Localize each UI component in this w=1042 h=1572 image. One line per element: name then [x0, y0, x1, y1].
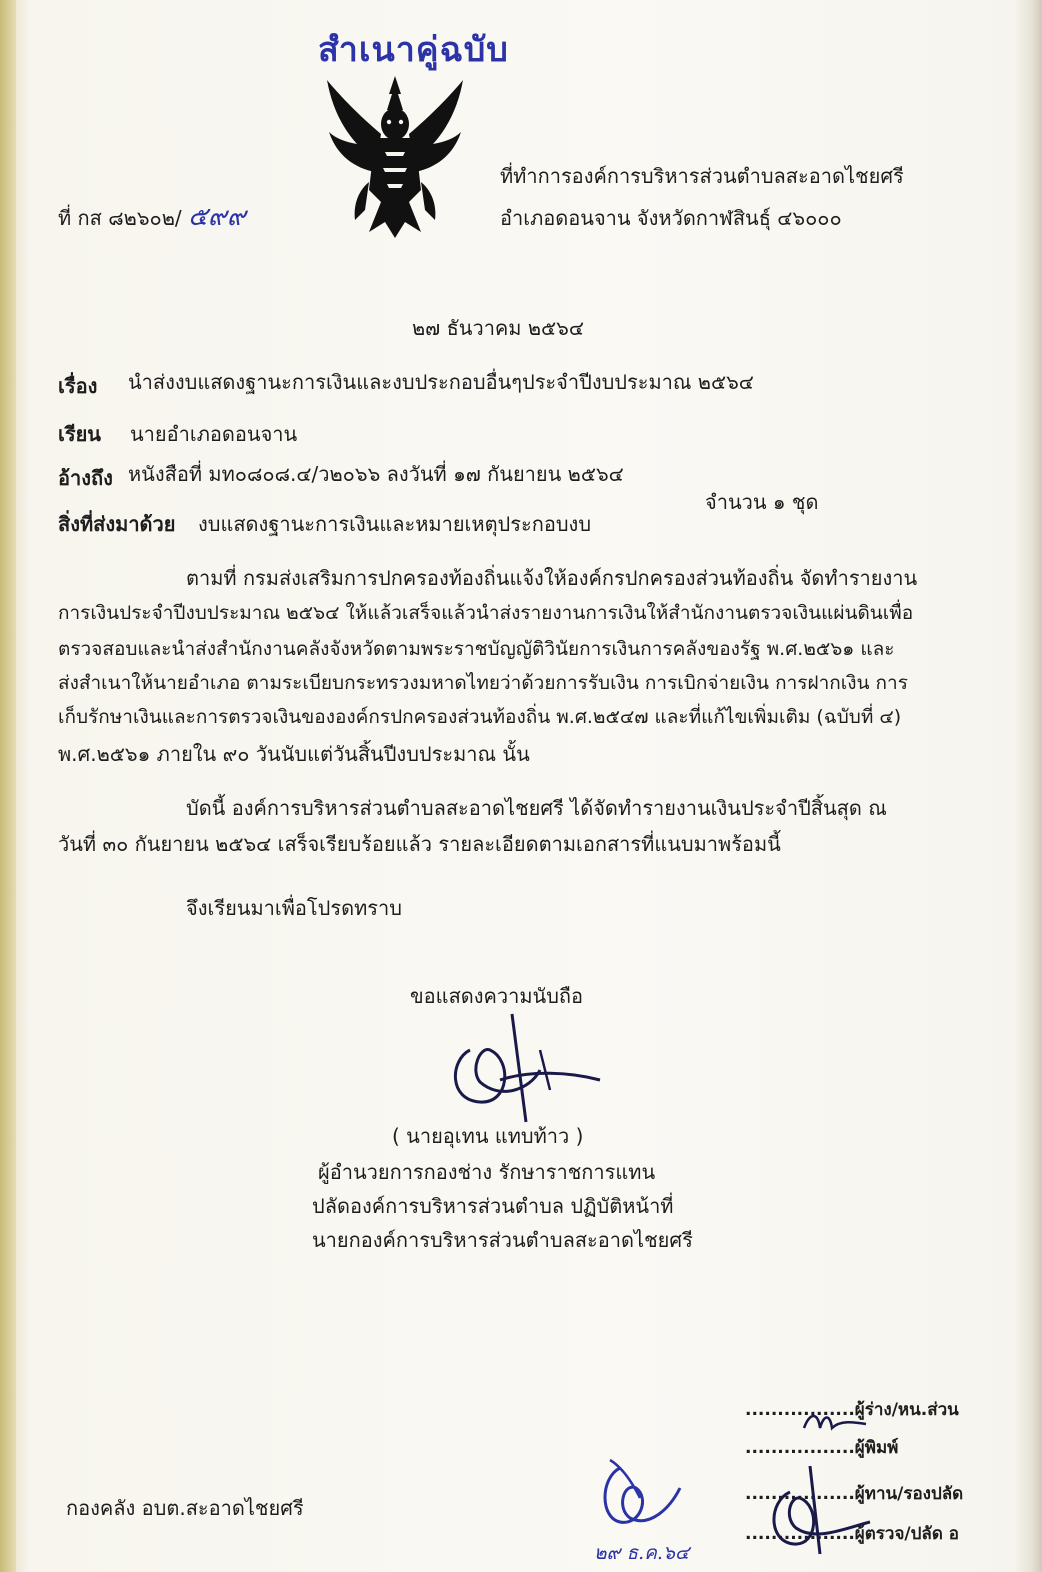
subject-text: นำส่งงบแสดงฐานะการเงินและงบประกอบอื่นๆประจำปีงบประมาณ ๒๕๖๔ [128, 370, 754, 394]
paragraph1-line: ส่งสำเนาให้นายอำเภอ ตามระเบียบกระทรวงมหาดไทยว่าด้วยการรับเงิน การเบิกจ่ายเงิน การฝากเงิน การ [58, 672, 908, 694]
initials-icon [800, 1408, 870, 1438]
paragraph1-line: ตรวจสอบและนำส่งสำนักงานคลังจังหวัดตามพระราชบัญญัติวินัยการเงินการคลังของรัฐ พ.ศ.๒๕๖๑ และ [58, 638, 895, 660]
reference-number [58, 196, 246, 237]
reference-label: อ้างถึง [58, 466, 113, 490]
garuda-emblem-icon [325, 72, 465, 240]
handwritten-reference-number: ๕๙๙ [188, 202, 246, 232]
approval-line: .................ผู้ตรวจ/ปลัด อ [745, 1524, 960, 1544]
initials-icon [760, 1462, 880, 1558]
enclosure-label: สิ่งที่ส่งมาด้วย [58, 512, 176, 536]
closing-line: จึงเรียนมาเพื่อโปรดทราบ [186, 896, 402, 920]
paragraph1-line: พ.ศ.๒๕๖๑ ภายใน ๙๐ วันนับแต่วันสิ้นปีงบประมาณ นั้น [58, 742, 530, 766]
office-address-line1: ที่ทำการองค์การบริหารส่วนตำบลสะอาดไชยศรี [500, 164, 904, 188]
paragraph1-line: เก็บรักษาเงินและการตรวจเงินขององค์กรปกครองส่วนท้องถิ่น พ.ศ.๒๕๔๗ และที่แก้ไขเพิ่มเติม (ฉบับที่ ๔) [58, 706, 902, 728]
signer-title-line: ผู้อำนวยการกองช่าง รักษาราชการแทน [318, 1160, 656, 1184]
signature-icon [440, 1010, 610, 1130]
page-right-edge [1016, 0, 1042, 1572]
reference-prefix: ที่ กส ๘๒๖๐๒/ [58, 206, 182, 230]
letter-date: ๒๗ ธันวาคม ๒๕๖๔ [412, 316, 584, 340]
signer-name: ( นายอุเทน แทบท้าว ) [392, 1124, 584, 1148]
to-label: เรียน [58, 422, 101, 446]
initials-icon [580, 1458, 690, 1548]
office-address-line2: อำเภอดอนจาน จังหวัดกาฬสินธุ์ ๔๖๐๐๐ [500, 206, 842, 230]
to-text: นายอำเภอดอนจาน [130, 422, 298, 446]
regards-line: ขอแสดงความนับถือ [410, 984, 584, 1008]
approval-line: .................ผู้ร่าง/หน.ส่วน [745, 1400, 959, 1420]
subject-label: เรื่อง [58, 374, 98, 398]
enclosure-text: งบแสดงฐานะการเงินและหมายเหตุประกอบงบ [198, 512, 592, 536]
paragraph1-line: ตามที่ กรมส่งเสริมการปกครองท้องถิ่นแจ้งให้องค์กรปกครองส่วนท้องถิ่น จัดทำรายงาน [186, 566, 918, 590]
approval-line: .................ผู้พิมพ์ [745, 1438, 899, 1458]
signer-title-line: นายกองค์การบริหารส่วนตำบลสะอาดไชยศรี [312, 1228, 693, 1252]
copy-stamp: สำเนาคู่ฉบับ [318, 30, 509, 70]
enclosure-quantity: จำนวน ๑ ชุด [705, 490, 819, 514]
paragraph2-line: วันที่ ๓๐ กันยายน ๒๕๖๔ เสร็จเรียบร้อยแล้ว รายละเอียดตามเอกสารที่แนบมาพร้อมนี้ [58, 832, 781, 856]
reference-text: หนังสือที่ มท๐๘๐๘.๔/ว๒๐๖๖ ลงวันที่ ๑๗ กันยายน ๒๕๖๔ [128, 462, 624, 486]
handwritten-date: ๒๙ ธ.ค.๖๔ [594, 1542, 690, 1564]
department-line: กองคลัง อบต.สะอาดไชยศรี [66, 1496, 304, 1520]
approval-line: .................ผู้ทาน/รองปลัด [745, 1484, 964, 1504]
signer-title-line: ปลัดองค์การบริหารส่วนตำบล ปฏิบัติหน้าที่ [312, 1194, 674, 1218]
paragraph2-line: บัดนี้ องค์การบริหารส่วนตำบลสะอาดไชยศรี ได้จัดทำรายงานเงินประจำปีสิ้นสุด ณ [186, 796, 887, 820]
paragraph1-line: การเงินประจำปีงบประมาณ ๒๕๖๔ ให้แล้วเสร็จแล้วนำส่งรายงานการเงินให้สำนักงานตรวจเงินแผ่นดินเพื่อ [58, 602, 914, 624]
page-left-edge [0, 0, 16, 1572]
